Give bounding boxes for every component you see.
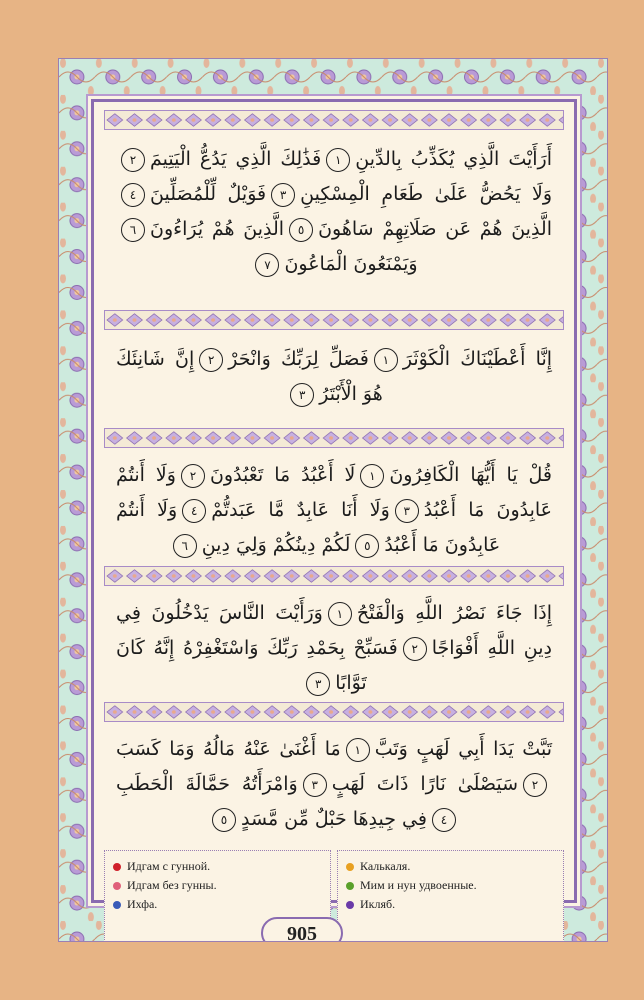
legend-item	[113, 895, 322, 914]
sura-108	[116, 342, 552, 412]
sura-separator	[104, 310, 564, 330]
text-area	[91, 99, 577, 911]
ayah-number: ١	[346, 738, 370, 762]
ayah-number: ٦	[173, 534, 197, 558]
mushaf-page	[58, 58, 608, 942]
ayah-text: فَسَبِّحْ بِحَمْدِ رَبِّكَ وَاسْتَغْفِرْهُ إِنَّهُ كَانَ تَوَّابًا	[116, 637, 398, 694]
sura-110	[116, 596, 552, 701]
legend-label: Мим и нун удвоенные.	[360, 878, 477, 892]
ayah-text: أَرَأَيْتَ الَّذِي يُكَذِّبُ بِالدِّينِ	[355, 148, 552, 170]
sura-107	[116, 142, 552, 282]
ayah-text: وَلَا أَنَا عَابِدٌ مَّا عَبَدتُّمْ	[211, 499, 390, 521]
ayah-number: ١	[326, 148, 350, 172]
sura-separator	[104, 566, 564, 586]
legend-item	[346, 876, 555, 895]
legend-item	[113, 857, 322, 876]
ayah-number: ٥	[355, 534, 379, 558]
legend-item	[113, 876, 322, 895]
ayah-text: لَا أَعْبُدُ مَا تَعْبُدُونَ	[209, 464, 356, 486]
ayah-number: ٢	[181, 464, 205, 488]
ayah-number: ٢	[403, 637, 427, 661]
ayah-text: لَكُمْ دِينُكُمْ وَلِيَ دِينِ	[201, 534, 351, 556]
legend-label: Идгам без гунны.	[127, 878, 217, 892]
legend-label: Калькаля.	[360, 859, 411, 873]
ayah-number: ٢	[199, 348, 223, 372]
ayah-text: فِي جِيدِهَا حَبْلٌ مِّن مَّسَدٍ	[241, 808, 427, 830]
ayah-text: سَيَصْلَىٰ نَارًا ذَاتَ لَهَبٍ	[331, 773, 518, 795]
sura-111	[116, 732, 552, 837]
page-number: 905	[261, 917, 343, 942]
ayah-number: ٤	[432, 808, 456, 832]
ayah-text: وَلَا يَحُضُّ عَلَىٰ طَعَامِ الْمِسْكِينِ	[300, 183, 552, 205]
color-dot-icon	[346, 901, 354, 909]
color-dot-icon	[346, 863, 354, 871]
ayah-number: ٣	[303, 773, 327, 797]
color-dot-icon	[113, 901, 121, 909]
ayah-number: ١	[360, 464, 384, 488]
ayah-text: تَبَّتْ يَدَا أَبِي لَهَبٍ وَتَبَّ	[374, 738, 552, 760]
legend-item	[346, 857, 555, 876]
legend-label: Икляб.	[360, 897, 396, 911]
ayah-number: ٣	[290, 383, 314, 407]
ayah-text: إِذَا جَاءَ نَصْرُ اللَّهِ وَالْفَتْحُ	[356, 602, 552, 624]
ayah-number: ٥	[212, 808, 236, 832]
sura-separator	[104, 428, 564, 448]
ayah-number: ٢	[121, 148, 145, 172]
ayah-text: فَصَلِّ لِرَبِّكَ وَانْحَرْ	[228, 348, 369, 370]
ayah-text: وَلَا أَنتُمْ عَابِدُونَ مَا أَعْبُدُ	[116, 499, 501, 556]
legend-label: Ихфа.	[127, 897, 158, 911]
ayah-number: ٣	[306, 672, 330, 696]
ayah-text: وَامْرَأَتُهُ حَمَّالَةَ الْحَطَبِ	[116, 773, 298, 795]
ayah-text: قُلْ يَا أَيُّهَا الْكَافِرُونَ	[389, 464, 552, 486]
ayah-text: وَرَأَيْتَ النَّاسَ يَدْخُلُونَ فِي دِينِ اللَّهِ أَفْوَاجًا	[116, 602, 552, 659]
ayah-number: ١	[374, 348, 398, 372]
legend-item	[346, 895, 555, 914]
color-dot-icon	[113, 863, 121, 871]
sura-109	[116, 458, 552, 563]
ayah-number: ٦	[121, 218, 145, 242]
ayah-text: وَيَمْنَعُونَ الْمَاعُونَ	[284, 253, 418, 275]
legend-right	[337, 850, 564, 942]
legend-label: Идгам с гунной.	[127, 859, 211, 873]
ayah-number: ٤	[182, 499, 206, 523]
color-dot-icon	[113, 882, 121, 890]
ayah-number: ٣	[271, 183, 295, 207]
ayah-text: فَوَيْلٌ لِّلْمُصَلِّينَ	[150, 183, 267, 205]
ayah-text: الَّذِينَ هُمْ يُرَاءُونَ	[150, 218, 285, 240]
ayah-text: الَّذِينَ هُمْ عَن صَلَاتِهِمْ سَاهُونَ	[318, 218, 552, 240]
ayah-number: ٥	[289, 218, 313, 242]
header-ornament	[104, 110, 564, 130]
ayah-text: إِنَّ شَانِئَكَ هُوَ الْأَبْتَرُ	[116, 348, 383, 405]
ayah-number: ٧	[255, 253, 279, 277]
ayah-text: مَا أَغْنَىٰ عَنْهُ مَالُهُ وَمَا كَسَبَ	[116, 738, 341, 760]
ayah-number: ١	[328, 602, 352, 626]
ayah-number: ٣	[395, 499, 419, 523]
sura-separator	[104, 702, 564, 722]
ayah-text: وَلَا أَنتُمْ عَابِدُونَ مَا أَعْبُدُ	[116, 464, 553, 521]
ayah-number: ٢	[523, 773, 547, 797]
ayah-text: إِنَّا أَعْطَيْنَاكَ الْكَوْثَرَ	[402, 348, 553, 370]
ayah-number: ٤	[121, 183, 145, 207]
ayah-text: فَذَٰلِكَ الَّذِي يَدُعُّ الْيَتِيمَ	[150, 148, 322, 170]
color-dot-icon	[346, 882, 354, 890]
